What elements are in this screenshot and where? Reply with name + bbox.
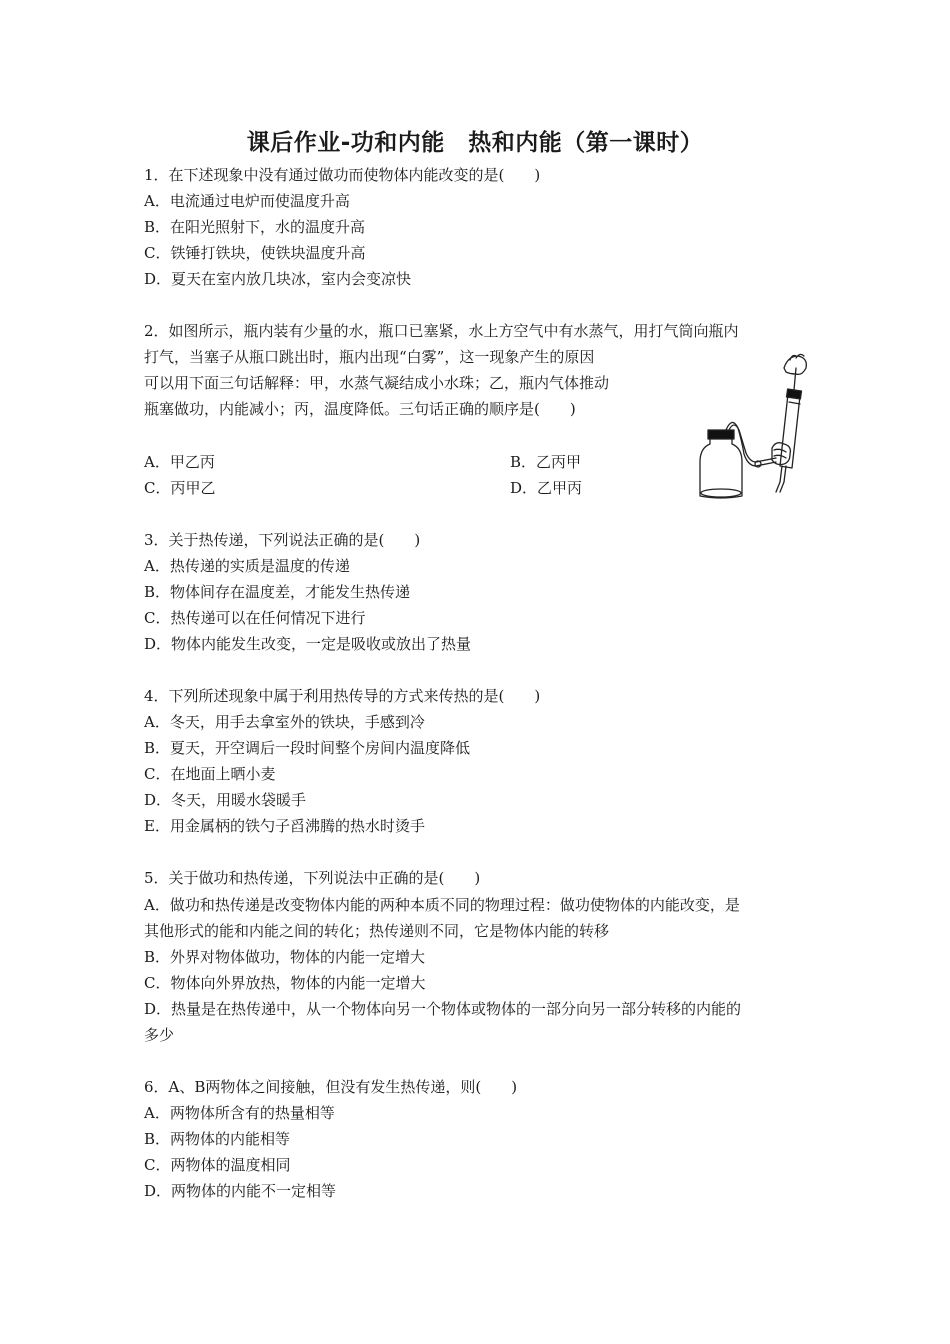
question-6-option-c: C．两物体的温度相同 <box>144 1156 291 1174</box>
question-6-option-b: B．两物体的内能相等 <box>144 1130 291 1148</box>
question-4-option-c: C．在地面上晒小麦 <box>144 765 276 783</box>
question-1-option-d: D．夏天在室内放几块冰，室内会变凉快 <box>144 270 412 288</box>
bottle-and-pump-figure <box>692 350 812 502</box>
question-6-option-d: D．两物体的内能不一定相等 <box>144 1182 337 1200</box>
stopper-icon <box>708 430 734 439</box>
question-2-stem-line-3: 可以用下面三句话解释：甲，水蒸气凝结成小水珠；乙，瓶内气体推动 <box>144 374 610 392</box>
question-6-option-a: A．两物体所含有的热量相等 <box>144 1104 335 1122</box>
question-4-option-a: A．冬天，用手去拿室外的铁块，手感到冷 <box>144 713 425 731</box>
question-3-option-d: D．物体内能发生改变，一定是吸收或放出了热量 <box>144 635 472 653</box>
question-2-option-c: C．丙甲乙 <box>144 479 216 497</box>
question-5-option-c: C．物体向外界放热，物体的内能一定增大 <box>144 974 426 992</box>
question-5-option-a-line-2: 其他形式的能和内能之间的转化；热传递则不同，它是物体内能的转移 <box>144 922 610 940</box>
question-1-option-c: C．铁锤打铁块，使铁块温度升高 <box>144 244 366 262</box>
question-1-stem: 1．在下述现象中没有通过做功而使物体内能改变的是( ) <box>144 166 541 184</box>
question-3-stem: 3．关于热传递，下列说法正确的是( ) <box>144 531 421 549</box>
page-title: 课后作业-功和内能 热和内能（第一课时） <box>246 130 704 156</box>
question-3-option-c: C．热传递可以在任何情况下进行 <box>144 609 366 627</box>
question-5-option-b: B．外界对物体做功，物体的内能一定增大 <box>144 948 426 966</box>
question-3-option-b: B．物体间存在温度差，才能发生热传递 <box>144 583 411 601</box>
question-2-stem-line-4: 瓶塞做功，内能减小；丙，温度降低。三句话正确的顺序是( ) <box>144 400 576 418</box>
question-5-option-a-line-1: A．做功和热传递是改变物体内能的两种本质不同的物理过程：做功使物体的内能改变，是 <box>144 896 740 914</box>
question-5-option-d-line-1: D．热量是在热传递中，从一个物体向另一个物体或物体的一部分向另一部分转移的内能的 <box>144 1000 742 1018</box>
question-2-option-d: D．乙甲丙 <box>510 479 583 497</box>
question-4-option-b: B．夏天，开空调后一段时间整个房间内温度降低 <box>144 739 471 757</box>
question-5-option-d-line-2: 多少 <box>144 1026 175 1044</box>
question-3-option-a: A．热传递的实质是温度的传递 <box>144 557 350 575</box>
question-4-option-e: E．用金属柄的铁勺子舀沸腾的热水时烫手 <box>144 817 425 835</box>
question-2-option-a: A．甲乙丙 <box>144 453 215 471</box>
question-6-stem: 6．A、B两物体之间接触，但没有发生热传递，则( ) <box>144 1078 518 1096</box>
question-4-stem: 4．下列所述现象中属于利用热传导的方式来传热的是( ) <box>144 687 541 705</box>
question-4-option-d: D．冬天，用暖水袋暖手 <box>144 791 307 809</box>
question-1-option-b: B．在阳光照射下，水的温度升高 <box>144 218 366 236</box>
question-2-option-b: B．乙丙甲 <box>510 453 582 471</box>
question-2-stem-line-2: 打气，当塞子从瓶口跳出时，瓶内出现“白雾”，这一现象产生的原因 <box>144 348 595 366</box>
question-2-stem-line-1: 2．如图所示，瓶内装有少量的水，瓶口已塞紧，水上方空气中有水蒸气，用打气筒向瓶内 <box>144 322 739 340</box>
question-1-option-a: A．电流通过电炉而使温度升高 <box>144 192 350 210</box>
question-5-stem: 5．关于做功和热传递，下列说法中正确的是( ) <box>144 869 481 887</box>
